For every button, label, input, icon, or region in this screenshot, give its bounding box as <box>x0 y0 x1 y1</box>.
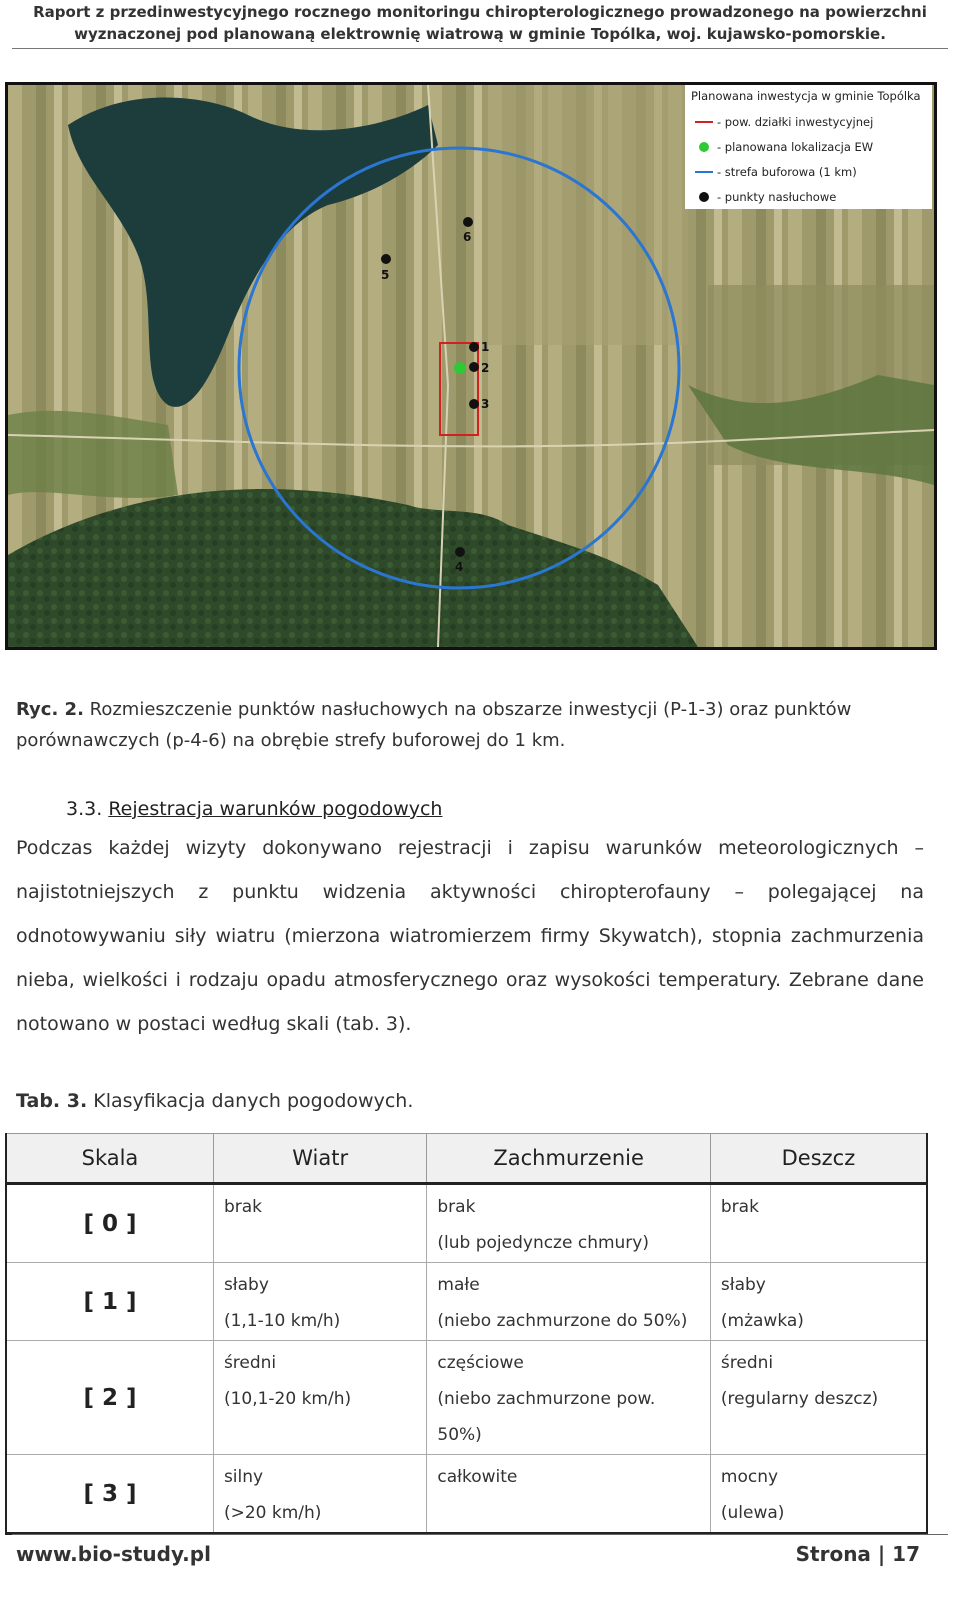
header-rain: Deszcz <box>710 1134 927 1184</box>
legend-item <box>691 159 926 184</box>
map-legend <box>685 85 932 209</box>
weather-table <box>5 1133 928 1535</box>
header-divider <box>12 48 948 49</box>
section-heading <box>66 798 442 820</box>
footer-website: www.bio-study.pl <box>16 1542 211 1566</box>
rain-level: mocny <box>720 1467 779 1487</box>
header-wind: Wiatr <box>213 1134 426 1184</box>
wind-cell <box>213 1263 426 1341</box>
legend-label: - planowana lokalizacja EW <box>717 139 874 154</box>
legend-label: - strefa buforowa (1 km) <box>717 164 857 179</box>
point-1 <box>469 342 479 352</box>
legend-item <box>691 184 926 209</box>
rain-cell <box>710 1263 927 1341</box>
legend-item <box>691 134 926 159</box>
green-dot-icon <box>691 142 717 152</box>
point-5 <box>381 254 391 264</box>
rain-detail: (regularny deszcz) <box>720 1389 879 1409</box>
rain-level: brak <box>720 1197 759 1217</box>
scale-cell: [ 1 ] <box>6 1263 213 1341</box>
turbine-location <box>454 362 466 374</box>
point-label-1: 1 <box>481 340 490 354</box>
scale-cell: [ 2 ] <box>6 1341 213 1455</box>
rain-detail: (mżawka) <box>720 1311 804 1331</box>
rain-cell <box>710 1341 927 1455</box>
rain-level: słaby <box>720 1275 766 1295</box>
table-row <box>6 1263 927 1341</box>
cloud-level: całkowite <box>437 1467 518 1487</box>
cloud-detail: (niebo zachmurzone pow. 50%) <box>437 1389 656 1445</box>
point-label-5: 5 <box>381 268 390 282</box>
table-caption-text: Klasyfikacja danych pogodowych. <box>87 1090 414 1112</box>
wind-detail: (>20 km/h) <box>223 1503 322 1523</box>
header-scale: Skala <box>6 1134 213 1184</box>
cloud-cell <box>427 1455 711 1534</box>
blue-line-icon <box>691 171 717 173</box>
point-2 <box>469 362 479 372</box>
section-number: 3.3. <box>66 798 103 820</box>
wind-level: słaby <box>223 1275 269 1295</box>
wind-level: brak <box>223 1197 262 1217</box>
footer-page-number: Strona | 17 <box>795 1542 920 1566</box>
table-row <box>6 1455 927 1534</box>
cloud-detail: (lub pojedyncze chmury) <box>437 1233 649 1253</box>
wind-cell <box>213 1341 426 1455</box>
header-line-1: Raport z przedinwestycyjnego rocznego monitoringu chiropterologicznego prowadzonego na powierzchni <box>33 3 927 21</box>
black-dot-icon <box>691 192 717 202</box>
body-paragraph: Podczas każdej wizyty dokonywano rejestracji i zapisu warunków meteorologicznych – najistotniejszych z punktu widzenia aktywności chiropterofauny – polegającej na odnotowywaniu siły wiatru (mierzona wiatromierzem firmy Skywatch), stopnia zachmurzenia nieba, wielkości i rodzaju opadu atmosferycznego oraz wysokości temperatury. Zebrane dane notowano w postaci według skali (tab. 3). <box>16 837 924 1035</box>
table-label: Tab. 3. <box>16 1090 88 1112</box>
red-line-icon <box>691 121 717 123</box>
cloud-cell <box>427 1341 711 1455</box>
legend-item <box>691 109 926 134</box>
figure-label: Ryc. 2. <box>16 699 84 720</box>
figure-caption <box>16 694 946 756</box>
cloud-level: częściowe <box>437 1353 524 1373</box>
point-label-4: 4 <box>455 560 464 574</box>
scale-cell: [ 0 ] <box>6 1184 213 1263</box>
page-header <box>0 0 960 45</box>
point-label-6: 6 <box>463 230 472 244</box>
cloud-cell <box>427 1184 711 1263</box>
point-label-3: 3 <box>481 397 490 411</box>
rain-cell <box>710 1184 927 1263</box>
section-title: Rejestracja warunków pogodowych <box>108 798 443 820</box>
wind-detail: (10,1-20 km/h) <box>223 1389 352 1409</box>
cloud-level: małe <box>437 1275 480 1295</box>
legend-title: Planowana inwestycja w gminie Topólka <box>691 89 921 103</box>
point-4 <box>455 547 465 557</box>
rain-detail: (ulewa) <box>720 1503 785 1523</box>
scale-cell: [ 3 ] <box>6 1455 213 1534</box>
wind-cell <box>213 1184 426 1263</box>
table-row <box>6 1184 927 1263</box>
point-3 <box>469 399 479 409</box>
cloud-cell <box>427 1263 711 1341</box>
wind-level: silny <box>223 1467 264 1487</box>
wind-detail: (1,1-10 km/h) <box>223 1311 341 1331</box>
point-6 <box>463 217 473 227</box>
cloud-detail: (niebo zachmurzone do 50%) <box>437 1311 688 1331</box>
footer-divider <box>12 1534 948 1535</box>
legend-label: - punkty nasłuchowe <box>717 189 837 204</box>
cloud-level: brak <box>437 1197 476 1217</box>
wind-cell <box>213 1455 426 1534</box>
point-label-2: 2 <box>481 361 490 375</box>
rain-level: średni <box>720 1353 774 1373</box>
table-header-row <box>6 1134 927 1184</box>
wind-level: średni <box>223 1353 277 1373</box>
aerial-map <box>5 82 937 650</box>
header-cloud: Zachmurzenie <box>427 1134 711 1184</box>
header-line-2: wyznaczonej pod planowaną elektrownię wiatrową w gminie Topólka, woj. kujawsko-pomorskie. <box>74 25 886 43</box>
table-row <box>6 1341 927 1455</box>
table-caption <box>16 1090 413 1112</box>
rain-cell <box>710 1455 927 1534</box>
figure-caption-text: Rozmieszczenie punktów nasłuchowych na obszarze inwestycji (P-1-3) oraz punktów porównawczych (p-4-6) na obrębie strefy buforowej do 1 km. <box>16 699 852 751</box>
legend-label: - pow. działki inwestycyjnej <box>717 114 874 129</box>
